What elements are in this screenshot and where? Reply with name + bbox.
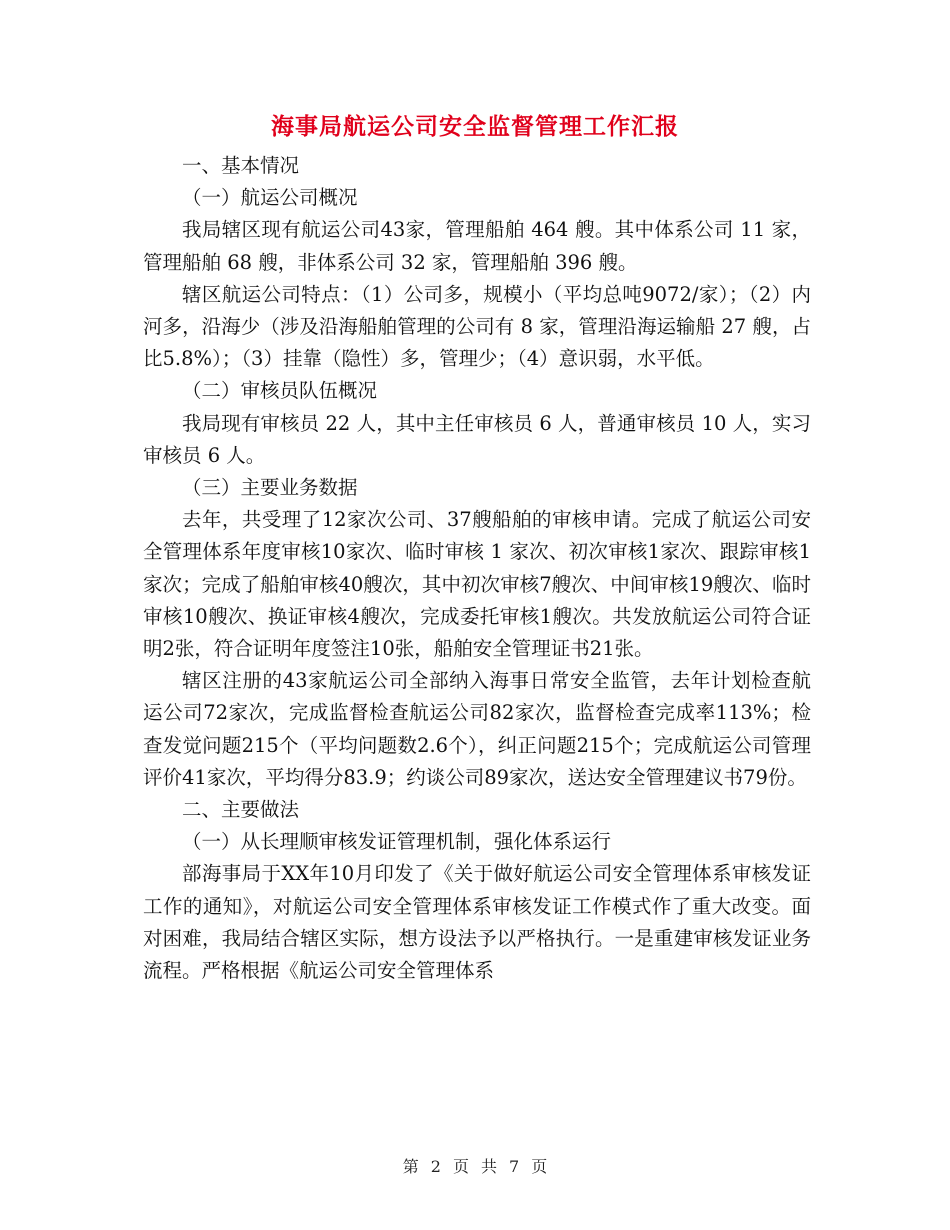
subsection-heading-business-data: （三）主要业务数据 bbox=[182, 476, 358, 500]
section-heading-basic-situation: 一、基本情况 bbox=[182, 154, 300, 177]
footer-total-unit: 页 bbox=[531, 1157, 548, 1176]
subsection-heading-company-overview: （一）航运公司概况 bbox=[182, 186, 358, 210]
paragraph-supervision-data: 辖区注册的43家航运公司全部纳入海事日常安全监管，去年计划检查航运公司72家次，完成监督检查航运公司82家次，监督检查完成率113%；检查发觉问题215个（平均问题数2.6个），纠正问题215个；完成航运公司管理评价41家次，平均得分83.9；约谈公司89家次，送达安全管理建议书79份。 bbox=[143, 669, 811, 789]
subsection-heading-audit-mechanism: （一）从长理顺审核发证管理机制，强化体系运行 bbox=[182, 830, 612, 854]
paragraph-company-features: 辖区航运公司特点：（1）公司多，规模小（平均总吨9072/家）；（2）内河多，沿海少（涉及沿海船舶管理的公司有 8 家，管理沿海运输船 27 艘，占比5.8%）；（3）挂靠（隐性）多，管理少；（4）意识弱，水平低。 bbox=[143, 282, 811, 371]
document-title: 海事局航运公司安全监督管理工作汇报 bbox=[271, 113, 679, 140]
footer-current-page: 2 bbox=[430, 1157, 441, 1176]
paragraph-audit-data: 去年，共受理了12家次公司、37艘船舶的审核申请。完成了航运公司安全管理体系年度审核10家次、临时审核 1 家次、初次审核1家次、跟踪审核1家次；完成了船舶审核40艘次，其中初次审核7艘次、中间审核19艘次、临时审核10艘次、换证审核4艘次，完成委托审核1艘次。共发放航运公司符合证明2张，符合证明年度签注10张，船舶安全管理证书21张。 bbox=[143, 508, 811, 661]
section-heading-main-practices: 二、主要做法 bbox=[182, 798, 300, 822]
footer-page-unit: 页 bbox=[452, 1157, 469, 1176]
paragraph-company-count: 我局辖区现有航运公司43家，管理船舶 464 艘。其中体系公司 11 家，管理船舶 68 艘，非体系公司 32 家，管理船舶 396 艘。 bbox=[143, 218, 811, 274]
subsection-heading-auditor-team: （二）审核员队伍概况 bbox=[182, 379, 378, 403]
paragraph-auditor-count: 我局现有审核员 22 人，其中主任审核员 6 人，普通审核员 10 人，实习审核员 6 人。 bbox=[143, 411, 811, 467]
footer-total-prefix: 共 bbox=[481, 1157, 498, 1176]
document-body bbox=[143, 150, 811, 987]
footer-total-pages: 7 bbox=[509, 1157, 520, 1176]
page-footer bbox=[0, 1154, 950, 1177]
footer-prefix: 第 bbox=[402, 1157, 419, 1176]
paragraph-audit-mechanism: 部海事局于XX年10月印发了《关于做好航运公司安全管理体系审核发证工作的通知》，对航运公司安全管理体系审核发证工作模式作了重大改变。面对困难，我局结合辖区实际，想方设法予以严格执行。一是重建审核发证业务流程。严格根据《航运公司安全管理体系 bbox=[143, 862, 811, 983]
